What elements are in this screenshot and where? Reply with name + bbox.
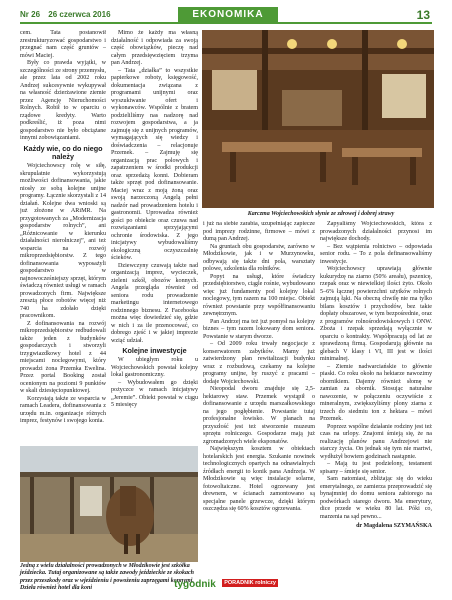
article-column-3 — [203, 221, 315, 576]
publication-footer — [0, 574, 452, 592]
paragraph: i już na siebie zarabia, uzupełniając zapiecze pod imprezy rodzinne, firmowe – mówi z dumą pan Andrzej. — [203, 221, 315, 242]
issue-date: 26 czerwca 2016 — [48, 10, 111, 19]
paragraph: Nieopodal dworu znajduje się 2,5-hektarowy staw. Przemek wystąpił o dofinansowanie z urzędu marszałkowskiego na jego pogłębienie. Powstanie tutaj profesjonalne łowisko. W planach na przyszłość jest też stworzenie muzeum sprzętu rolniczego. Gospodarze mają już zgromadzonych wiele eksponatów. — [203, 386, 315, 445]
article-column-4 — [320, 221, 432, 576]
page-number: 13 — [416, 8, 430, 22]
paragraph: Na gruntach obu gospodarstw, zarówno w Młodzikowie, jak i w Murzynowku, odbywają się także dni pola, warsztaty polowe, szkolenia dla rolników. — [203, 243, 315, 272]
paragraph: Korzystają także ze wsparcia w ramach Leadera, dofinansowania z urzędu m.in. organizacje różnych imprez, festynów i swojego konia. — [20, 395, 106, 425]
paragraph: Dziewczyny czuwają także nad organizacją imprez, wycieczek, zieleni szkół, obozów konnych. Angela przegląda również od seniora rodu prowadzenie marketingu internetowego rodzinnego biznesu. Z Facebooka można więc dowiedzieć się, gdzie w nich i za ile przenocować, co dobrego zjeść i w jakiej imprezie wziąć udział. — [111, 262, 198, 344]
publication-sublogo: PORADNIK rolniczy — [224, 579, 276, 586]
article-column-2 — [111, 30, 198, 443]
paragraph: W ubiegłym roku u Wojciechowskich powstał kolejny lokal gastronomiczny. — [111, 357, 198, 379]
article-column-1 — [20, 30, 106, 443]
author-signature: dr Magdalena SZYMAŃSKA — [356, 523, 432, 529]
stable-photo-caption: Jedną z wielu działalności prowadzonych w Młodzikowie jest szkółka jeździecka. Tutaj organizowane są także zawody jeździeckie ze skokach przez przeszkody oraz w wjeździeniu i powożeniu zaprzęgami konnymi. Dzieła również hotel dla koni — [20, 563, 194, 591]
paragraph: Pan Andrzej ma też już pomysł na kolejny biznes – tym razem lokowany dom seniora. Powstanie w starym dworze. — [203, 318, 315, 340]
paragraph: Sam natomiast, zbliżając się do wieku emerytalnego, ze zamierza przeprowadzić się bynajmniej do domu seniora zabiorego na podwórkach starego dworu. Ma emerytury, dice przede w wieku 80 lat. Póki co, marzenia na sąd pewno... — [320, 476, 432, 520]
paragraph: – Wybudowałem go dzięki pożyczce w ramach inicjatywy „Jeremie”. Obiekt powstał w ciągu 5 miesięcy — [111, 379, 198, 409]
section-title: EKONOMIKA — [178, 7, 278, 23]
stable-photo — [20, 446, 198, 562]
paragraph: Były co prawda wyjątki, w szczególności ze strony przemysłu, ale przez lata od 2002 roku Andrzej sukcesywnie wykupywał na własność dzierżawione ziemie przez Agencję Nieruchomości Rolnych. Robił to w oparciu o rządowe kredyty. Warto podkreślić, iż poza nimi gospodarstwo nie było obciążane innymi zobowiązaniami. — [20, 60, 106, 141]
publication-logo: tygodnik — [174, 579, 216, 590]
paragraph: Największym kosztem w obiektach hotelarskich jest energia. Szukanie nowinek technologicznych opartych na odnawialnych źródłach energii to konik pana Andrzeja. W Młodzikowie są więc instalacje solarne, fotowoltaiczne. Hotel ogrzewany jest drewnem, w ścianach zamontowano są specjalne panele grzewcze, dzięki którym oszczędza się 60% kosztów ogrzewania. — [203, 446, 315, 512]
section-heading: Kolejne inwestycje — [122, 346, 187, 355]
paragraph: – Ziemie nadwarciańskie to głównie piaski. Co roku około na hektarze nawozimy obornikiem. Dajemy również słomę w zamian za obornik. Stosując naturalne nawozenie, w połączeniu oczywiście z mineralnym, zwiększyliśmy plony ziarna z trzech do siedmiu ton z hektara – mówi Przemek. — [320, 363, 432, 422]
header-rule — [20, 22, 432, 24]
paragraph: – Mają tu jest podzielony, testament spisany – śmieje się senior. — [320, 461, 432, 475]
paragraph: – Bez wątpienia rolnictwo – odpowiada senior rodu. – To z pola definansowaliśmy inwestycje. — [320, 243, 432, 265]
paragraph: Popyt na usługi, które świadczy przedsiębiorstwo, ciągle rośnie, wybudowano więc już fundamenty pod kolejny lokal noclegowy, tym razem na 100 miejsc. Obiekt również powstanie przy współfinansowaniu zewnętrznym. — [203, 273, 315, 317]
issue-number: Nr 26 — [20, 10, 41, 19]
restaurant-photo-caption: Karczma Wojciechowskich słynie ze zdrowej i dobrej strawy — [247, 211, 395, 217]
paragraph: Z dofinansowania na rozwój mikroprzedsiębiorstw redbudowali także jeden z budynków gospodarczych i stworzyli trzygwiazdkowy hotel z 44 miejscami noclegowymi, który prowadzi żona Przemka Ewelina. Przez portal Booking został ocenionym na poziomi 9 punktów w skali dziesięciopunktowej. — [20, 320, 106, 395]
paragraph: Zapyaliśmy Wojciechowskich, która z prowadzonych działalności przynosi im największe dochody. — [320, 221, 432, 242]
restaurant-photo — [202, 30, 434, 208]
paragraph: – Tata „działka” to wszystkie papierkowe roboty, księgowość, dokumentacja związana z programami unijnymi oraz wyszukiwanie ofert i wykonawców. Wspólnie z bratem podzieliliśmy nas nadzorę nad rozwojem gospodarstwa, a ja zajmuję się z unijnych programów, wymagających się wiedzy i doświadczenia – relacjonuje Przemek. – Zajmuję się organizacją prac polowych i zapatrzeniem w środki produkcji oraz sprzedażą konni. Dobieram także sprzęt pod dofinansowanie. Maciej wraz z moją żoną oraz swoją narzeczoną Angelą pełni nadzór nad prowadzeniem hotelu i gastronomii. Uprowadza również gości po obiekcie oraz czuwa nad rozwiązaniami sprzyjającymi ochronie środowiska. Z jego inicjatywy wybudowaliśmy ekologiczną oczyszczalnię ścieków. — [111, 67, 198, 261]
section-heading: Każdy wie, co do niego należy — [23, 143, 103, 161]
paragraph: – Od 2009 roku trwały negocjacje z konserwatorem zabytków. Mamy już zatwierdzony plan rewitalizacji budynku wraz z rozbudową, czekamy na kolejne programy unijne, by ruszyć z pracami – dodaje Wojciechowski. — [203, 341, 315, 385]
paragraph: Wojciechowscy uprawiają głównie kukurydzę na ziarno (50% areału), pszenicę, rzepak oraz w niewielkiej ilości żyto. Około 5–6% łącznej powierzchni użytków rolnych zajmują łąki. Na obecną chwilę nie ma tylko bilans kosztów i przychodów, bez takie dopłaty obszarowe, w tym bezpośrednie, oraz z programów rolnośrodowiskowych i ONW. Zboża i rzepak sprzedają wyłącznie w oparciu o kontrakty. Współpracują od lat ze sprawdzoną firmą. Gospodarują głównie na glebach V klasy i VI, III jest w ilości minimalnej. — [320, 266, 432, 362]
paragraph: Wojciechowscy rolę w siłę, skrupulatnie wykorzystują możliwości dofinansowania, jakie niosły ze sobą kolejne unijne programy. Łącznie skorzystali z 14 działań. Kolejne dwa wnioski są już złożone w ARiMR. Na przygotowanych za „Modernizacja gospodarstw rolnych”, ani „Różnicowanie w kierunku działalności nierolniczej”, ani też wsparcia na rozwój mikroprzedsiębiorstw. Z tego dofinansowania wyposażyli gospodarstwo w najnowocześniejszy sprzęt, którym świadczą również usługi w ramach prowadzonych firm. Największe zresztą płoce robotów więcej niż 740 ha zdołało dzięki pracownikom. — [20, 163, 106, 320]
paragraph: Mimo że każdy ma własną działalność i odpowiada za swoją część obowiązków, pieczę nad całym przedsięwzięciem trzyma pan Andrzej. — [111, 30, 198, 66]
paragraph: Poprzez wspólne działanie rodziny jest też czas na urlopy. Znajomi śmieją się, że na realizację planów panu Andrzejowi nie starczy życia. On jednak się tym nie martwi, wydłużył bowiem godzinach nastąpnie. — [320, 423, 432, 460]
paragraph: cem. Tata postanowił zrestrukturyzować gospodarstwo i przegnać nam część gruntów – mówi Maciej. — [20, 30, 106, 59]
issue-header — [20, 10, 117, 19]
